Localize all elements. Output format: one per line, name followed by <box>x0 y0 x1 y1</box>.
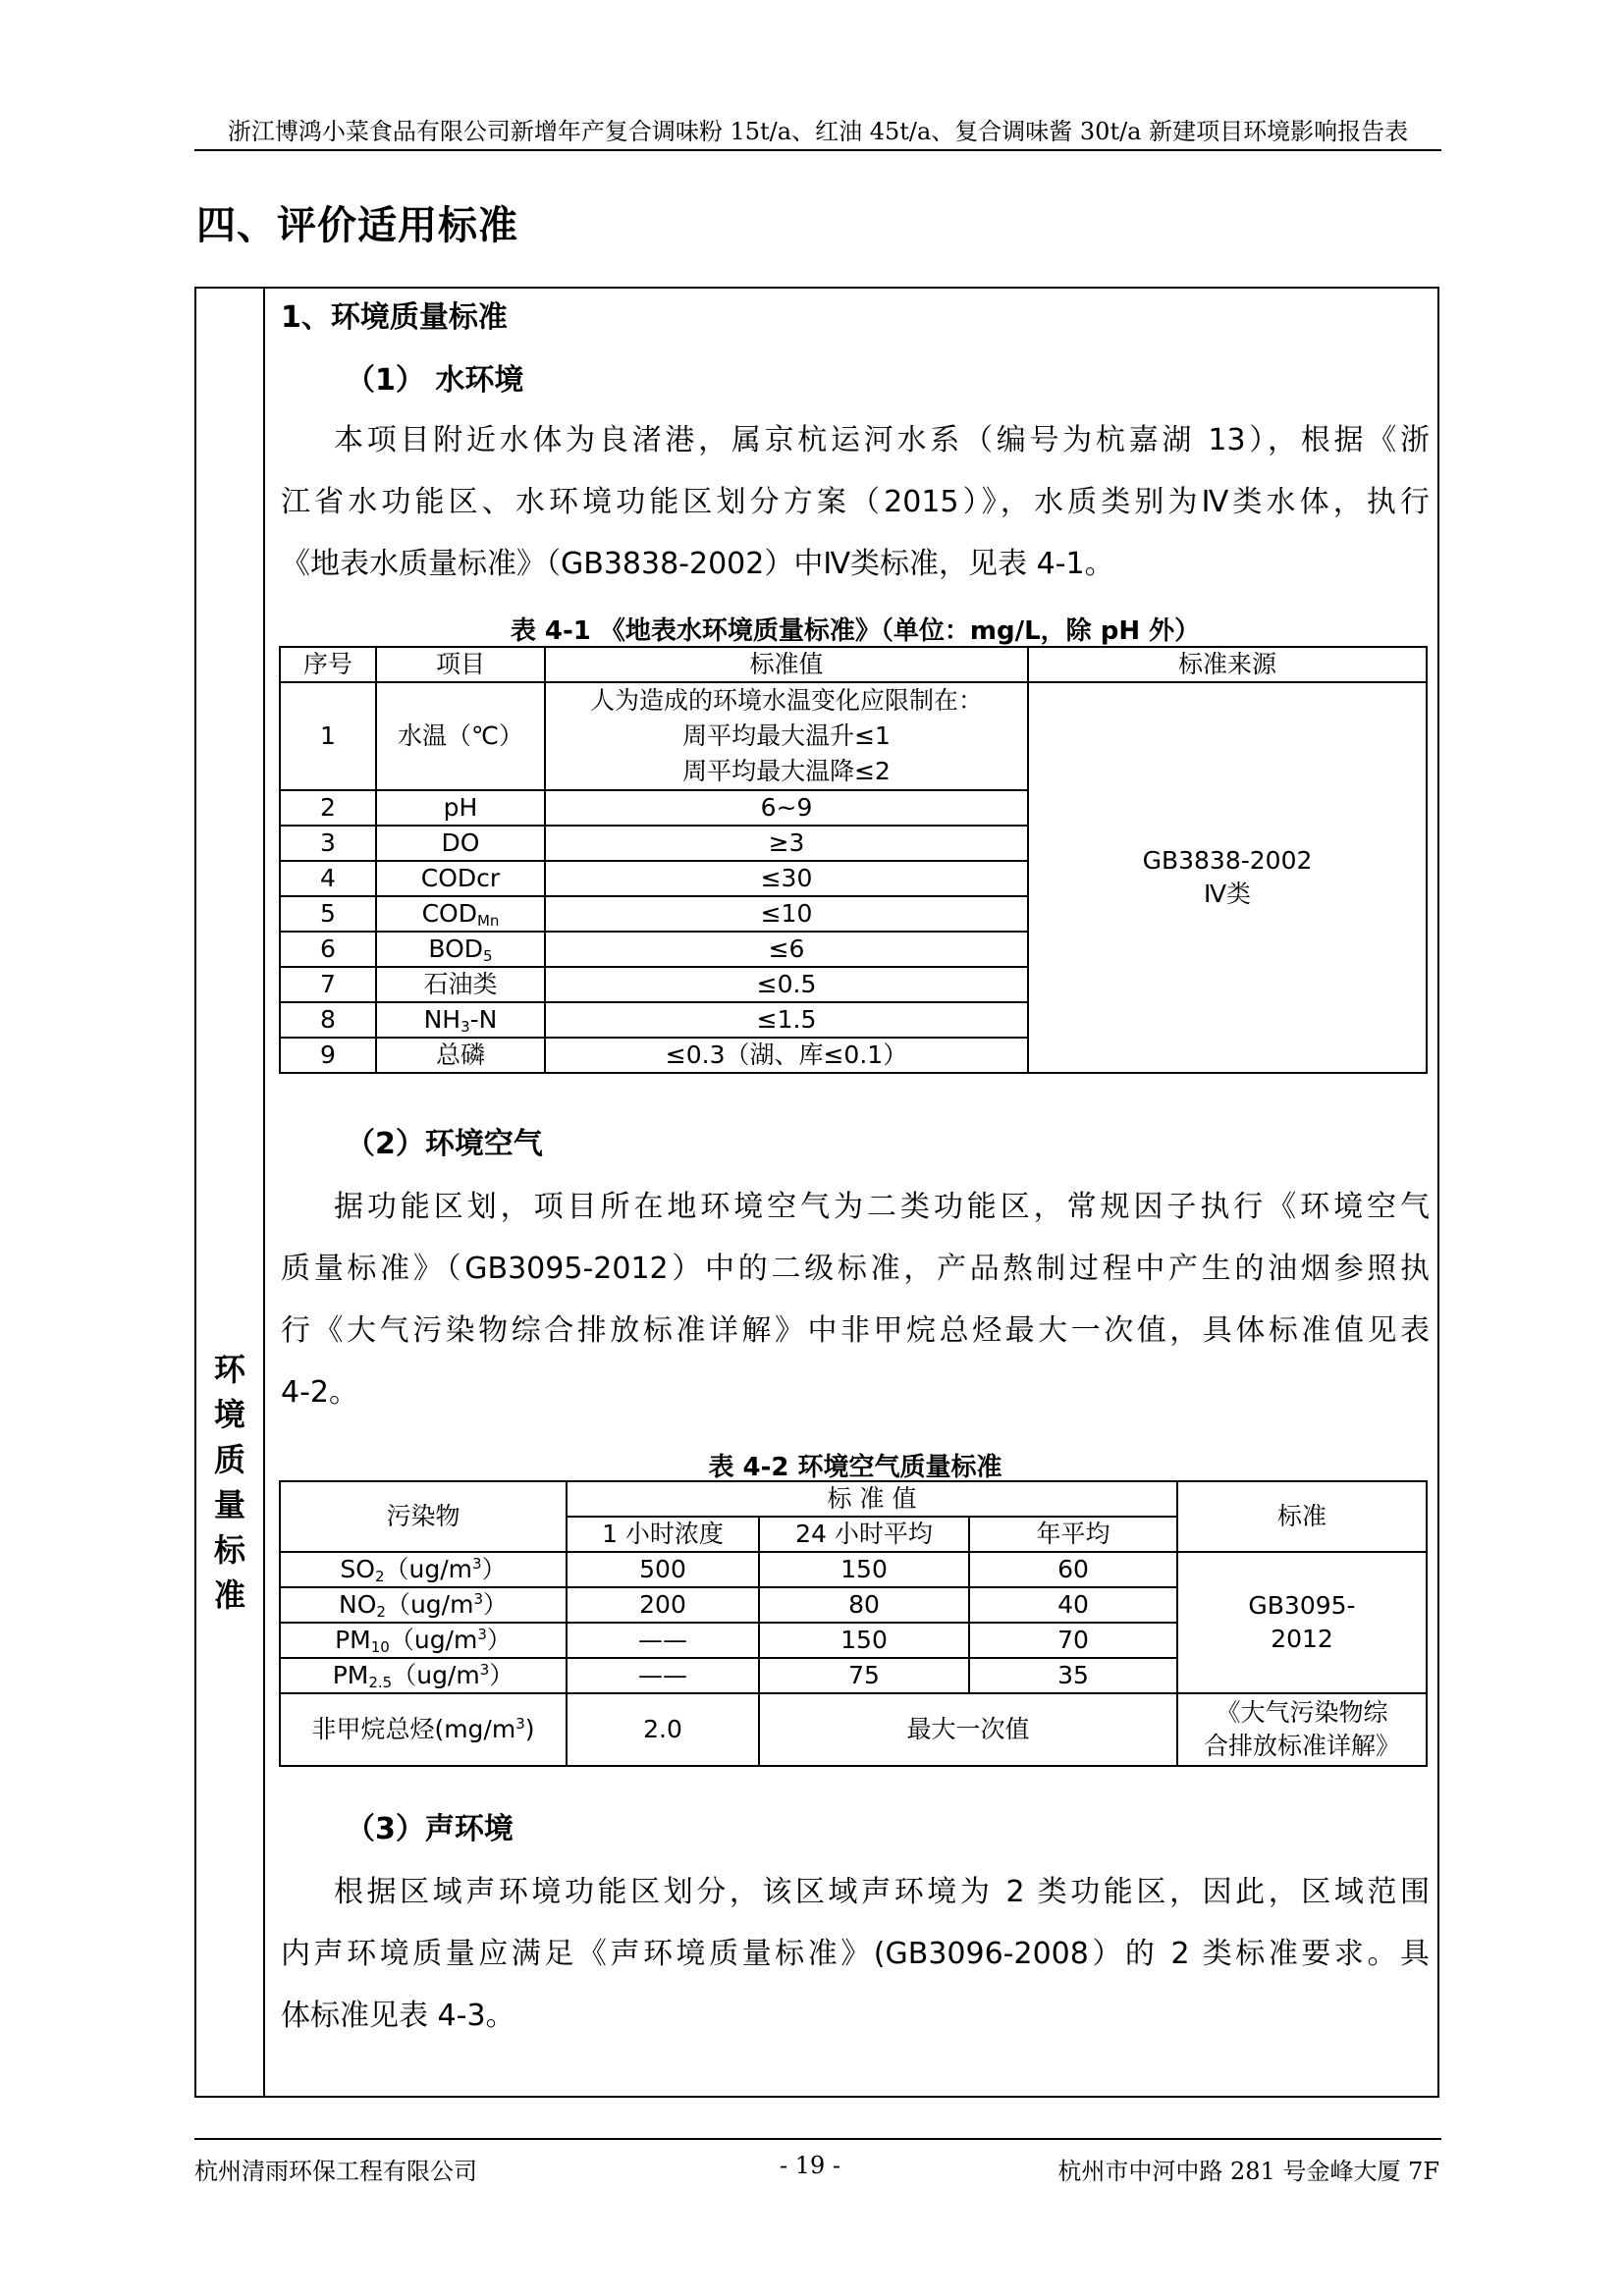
cell-no: 8 <box>280 1002 376 1038</box>
side-label-char: 质 <box>213 1441 245 1478</box>
cell-h24: 80 <box>759 1587 969 1623</box>
paragraph-line: 根据区域声环境功能区划分，该区域声环境为 2 类功能区，因此，区域范围 <box>334 1875 1430 1909</box>
cell-h1: —— <box>567 1658 759 1693</box>
water-paragraph <box>281 409 1430 595</box>
header-cell: 24 小时平均 <box>759 1517 969 1552</box>
section-title: 四、评价适用标准 <box>196 203 518 248</box>
pollutant-close: ） <box>486 1626 512 1654</box>
header-cell: 年平均 <box>969 1517 1177 1552</box>
cell-merged: 最大一次值 <box>759 1693 1177 1766</box>
side-label-char: 准 <box>213 1576 245 1614</box>
standard-line: 《大气污染物综 <box>1216 1698 1388 1727</box>
pollutant-close: ） <box>482 1590 508 1619</box>
cell-value: ≤30 <box>545 861 1028 896</box>
item-main: 总磷 <box>435 1041 485 1069</box>
cell-h1: 2.0 <box>567 1693 759 1766</box>
noise-heading: （3）声环境 <box>346 1812 514 1846</box>
cell-pollutant <box>280 1552 567 1587</box>
cell-h24: 150 <box>759 1552 969 1587</box>
cell-pollutant <box>280 1623 567 1658</box>
side-label-char: 环 <box>213 1351 245 1388</box>
item-sub: Mn <box>476 912 500 930</box>
pollutant-name: 非甲烷总烃(mg/m <box>311 1715 516 1743</box>
cell-source <box>1028 682 1427 1073</box>
page-number: - 19 - <box>779 2152 840 2179</box>
header-divider <box>194 149 1441 151</box>
cell-value: ≤10 <box>545 896 1028 932</box>
source-line: Ⅳ类 <box>1203 880 1252 908</box>
header-cell: 污染物 <box>280 1481 567 1552</box>
cell-annual: 60 <box>969 1552 1177 1587</box>
cell-pollutant <box>280 1658 567 1693</box>
pollutant-unit: （ug/m <box>384 1555 473 1583</box>
footer-company: 杭州清雨环保工程有限公司 <box>194 2158 477 2185</box>
pollutant-close: ） <box>489 1661 514 1689</box>
header-cell: 序号 <box>280 647 376 682</box>
paragraph-line: 内声环境质量应满足《声环境质量标准》(GB3096-2008）的 2 类标准要求。具 <box>281 1937 1430 1971</box>
cell-pollutant <box>280 1587 567 1623</box>
item-tail: -N <box>469 1005 498 1034</box>
item-sub: 5 <box>483 947 493 965</box>
cell-item <box>376 826 545 861</box>
air-quality-table <box>279 1480 1428 1767</box>
cell-standard <box>1177 1552 1427 1693</box>
item-main: 石油类 <box>423 970 498 998</box>
cell-item <box>376 790 545 826</box>
item-main: CODcr <box>420 864 501 892</box>
table-row <box>280 1693 1427 1766</box>
footer-divider <box>194 2138 1441 2140</box>
cell-no: 9 <box>280 1038 376 1073</box>
cell-item: 水温（℃） <box>376 682 545 790</box>
cell-no: 4 <box>280 861 376 896</box>
pollutant-close: ) <box>524 1715 535 1743</box>
item-main: COD <box>421 899 477 928</box>
cell-item <box>376 861 545 896</box>
cell-item <box>376 1002 545 1038</box>
cell-no: 1 <box>280 682 376 790</box>
pollutant-sup: 3 <box>473 1590 483 1608</box>
header-cell: 项目 <box>376 647 545 682</box>
cell-item <box>376 932 545 967</box>
pollutant-sub: 10 <box>370 1638 390 1656</box>
pollutant-sup: 3 <box>472 1555 482 1573</box>
side-label-char: 境 <box>213 1396 245 1433</box>
cell-pollutant <box>280 1693 567 1766</box>
cell-item <box>376 967 545 1002</box>
standard-line: GB3095- <box>1248 1591 1356 1620</box>
cell-h24: 75 <box>759 1658 969 1693</box>
pollutant-close: ） <box>481 1555 507 1583</box>
item-main: pH <box>443 793 478 822</box>
paragraph-line: 据功能区划，项目所在地环境空气为二类功能区，常规因子执行《环境空气 <box>334 1190 1430 1224</box>
noise-paragraph <box>281 1861 1430 2047</box>
cell-standard <box>1177 1693 1427 1766</box>
pollutant-name: PM <box>332 1661 369 1689</box>
cell-annual: 40 <box>969 1587 1177 1623</box>
pollutant-unit: （ug/m <box>389 1626 478 1654</box>
header-cell: 标 准 值 <box>567 1481 1177 1517</box>
cell-value: ≤1.5 <box>545 1002 1028 1038</box>
cell-no: 2 <box>280 790 376 826</box>
value-line: 周平均最大温降≤2 <box>682 757 891 785</box>
paragraph-line: 《地表水质量标准》（GB3838-2002）中Ⅳ类标准，见表 4-1。 <box>281 547 1114 581</box>
table-header-row <box>280 647 1427 682</box>
table-4-1-caption: 表 4-1 《地表水环境质量标准》（单位：mg/L，除 pH 外） <box>510 616 1201 646</box>
footer-address: 杭州市中河中路 281 号金峰大厦 7F <box>1057 2158 1439 2185</box>
side-label-char: 标 <box>213 1531 245 1569</box>
paragraph-line: 行《大气污染物综合排放标准详解》中非甲烷总烃最大一次值，具体标准值见表 <box>281 1313 1430 1348</box>
value-line: 周平均最大温升≤1 <box>682 721 891 750</box>
pollutant-sup: 3 <box>515 1715 525 1733</box>
pollutant-sup: 3 <box>479 1661 490 1679</box>
paragraph-line: 江省水功能区、水环境功能区划分方案（2015）》，水质类别为Ⅳ类水体，执行 <box>281 485 1430 519</box>
header-cell: 标准值 <box>545 647 1028 682</box>
cell-h24: 150 <box>759 1623 969 1658</box>
side-column <box>194 287 265 2098</box>
item-main: DO <box>441 828 480 857</box>
cell-h1: 200 <box>567 1587 759 1623</box>
paragraph-line: 体标准见表 4-3。 <box>281 1999 515 2033</box>
cell-item <box>376 1038 545 1073</box>
cell-item <box>376 896 545 932</box>
water-heading: （1） 水环境 <box>346 363 524 398</box>
item-main: BOD <box>428 934 484 963</box>
paragraph-line: 4-2。 <box>281 1375 358 1410</box>
cell-no: 7 <box>280 967 376 1002</box>
standard-line: 合排放标准详解》 <box>1203 1732 1400 1760</box>
item-main: NH <box>423 1005 461 1034</box>
side-label <box>194 1347 265 1618</box>
cell-value: ≤0.5 <box>545 967 1028 1002</box>
cell-annual: 35 <box>969 1658 1177 1693</box>
cell-value <box>545 682 1028 790</box>
report-header: 浙江博鸿小菜食品有限公司新增年产复合调味粉 15t/a、红油 45t/a、复合调味酱 30t/a 新建项目环境影响报告表 <box>227 118 1409 145</box>
pollutant-name: NO <box>339 1590 377 1619</box>
side-label-char: 量 <box>213 1486 245 1523</box>
cell-no: 5 <box>280 896 376 932</box>
cell-h1: 500 <box>567 1552 759 1587</box>
header-cell: 1 小时浓度 <box>567 1517 759 1552</box>
air-paragraph <box>281 1176 1430 1423</box>
pollutant-sub: 2.5 <box>368 1674 393 1691</box>
header-cell: 标准来源 <box>1028 647 1427 682</box>
cell-value: ≥3 <box>545 826 1028 861</box>
pollutant-name: SO <box>340 1555 375 1583</box>
pollutant-unit: （ug/m <box>385 1590 474 1619</box>
water-quality-table <box>279 646 1428 1074</box>
pollutant-sub: 2 <box>374 1568 385 1585</box>
pollutant-name: PM <box>335 1626 371 1654</box>
header-cell: 标准 <box>1177 1481 1427 1552</box>
air-heading: （2）环境空气 <box>346 1127 543 1161</box>
table-header-row <box>280 1481 1427 1517</box>
standard-line: 2012 <box>1271 1625 1333 1653</box>
cell-no: 3 <box>280 826 376 861</box>
pollutant-sup: 3 <box>477 1626 487 1643</box>
table-row <box>280 682 1427 790</box>
table-4-2-caption: 表 4-2 环境空气质量标准 <box>708 1453 1002 1482</box>
cell-value: ≤0.3（湖、库≤0.1） <box>545 1038 1028 1073</box>
cell-h1: —— <box>567 1623 759 1658</box>
source-line: GB3838-2002 <box>1142 846 1313 875</box>
paragraph-line: 本项目附近水体为良渚港，属京杭运河水系（编号为杭嘉湖 13），根据《浙 <box>334 423 1430 457</box>
pollutant-unit: （ug/m <box>392 1661 480 1689</box>
cell-annual: 70 <box>969 1623 1177 1658</box>
table-row <box>280 1552 1427 1587</box>
cell-value: 6~9 <box>545 790 1028 826</box>
paragraph-line: 质量标准》（GB3095-2012）中的二级标准，产品熬制过程中产生的油烟参照执 <box>281 1252 1430 1286</box>
cell-no: 6 <box>280 932 376 967</box>
cell-value: ≤6 <box>545 932 1028 967</box>
value-line: 人为造成的环境水温变化应限制在： <box>589 686 983 715</box>
item-sub: 3 <box>460 1018 470 1036</box>
pollutant-sub: 2 <box>376 1603 386 1621</box>
subsection-title: 1、环境质量标准 <box>281 300 508 335</box>
